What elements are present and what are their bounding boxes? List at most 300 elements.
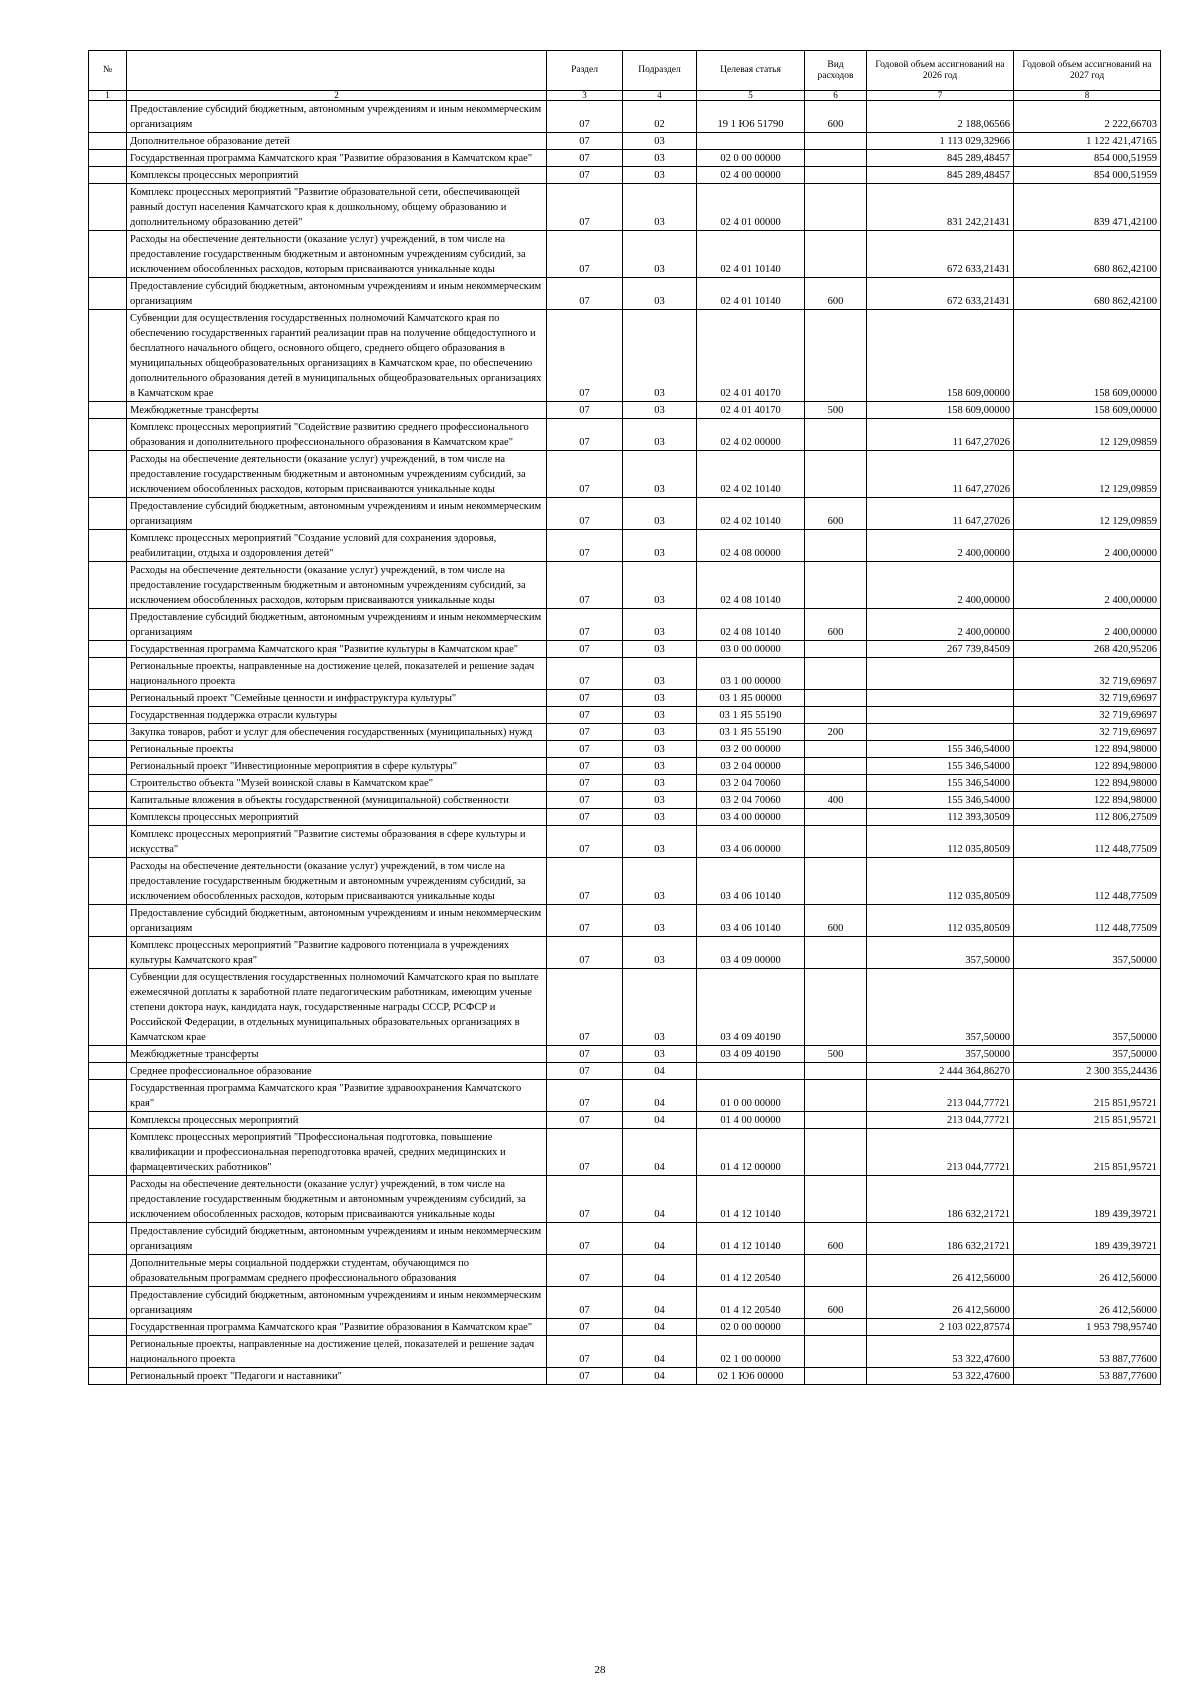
- cell-number: [89, 775, 127, 792]
- cell-number: [89, 792, 127, 809]
- cell-razdel: 07: [547, 1080, 623, 1112]
- table-row: [89, 562, 1161, 609]
- cell-target-article: 03 4 09 00000: [697, 937, 805, 969]
- cell-expense-type: 600: [805, 101, 867, 133]
- cell-target-article: 02 4 08 10140: [697, 609, 805, 641]
- cell-razdel: 07: [547, 133, 623, 150]
- cell-podrazdel: 03: [623, 658, 697, 690]
- cell-name: Строительство объекта "Музей воинской славы в Камчатском крае": [127, 775, 547, 792]
- cell-target-article: 02 4 02 10140: [697, 498, 805, 530]
- cell-amount-2027: 122 894,98000: [1014, 792, 1161, 809]
- cell-podrazdel: 02: [623, 101, 697, 133]
- table-row: [89, 758, 1161, 775]
- cell-razdel: 07: [547, 1255, 623, 1287]
- cell-podrazdel: 03: [623, 231, 697, 278]
- cell-razdel: 07: [547, 1287, 623, 1319]
- cell-name: Региональные проекты, направленные на достижение целей, показателей и решение задач национального проекта: [127, 658, 547, 690]
- cell-expense-type: [805, 530, 867, 562]
- cell-name: Комплексы процессных мероприятий: [127, 809, 547, 826]
- cell-razdel: 07: [547, 184, 623, 231]
- cell-razdel: 07: [547, 792, 623, 809]
- table-row: [89, 278, 1161, 310]
- cell-expense-type: 600: [805, 1287, 867, 1319]
- cell-amount-2026: 53 322,47600: [867, 1336, 1014, 1368]
- table-row: [89, 826, 1161, 858]
- cell-target-article: [697, 133, 805, 150]
- cell-target-article: 01 4 12 20540: [697, 1287, 805, 1319]
- cell-podrazdel: 03: [623, 724, 697, 741]
- cell-name: Комплекс процессных мероприятий "Содействие развитию среднего профессионального образования и дополнительного профессионального образования в Камчатском крае": [127, 419, 547, 451]
- cell-amount-2027: 53 887,77600: [1014, 1368, 1161, 1385]
- cell-podrazdel: 03: [623, 792, 697, 809]
- column-number: 1: [89, 91, 127, 101]
- cell-razdel: 07: [547, 231, 623, 278]
- header-name: [127, 51, 547, 91]
- table-row: [89, 1287, 1161, 1319]
- table-row: [89, 1063, 1161, 1080]
- table-row: [89, 1368, 1161, 1385]
- cell-number: [89, 231, 127, 278]
- cell-amount-2027: 12 129,09859: [1014, 498, 1161, 530]
- cell-target-article: 02 4 08 00000: [697, 530, 805, 562]
- table-row: [89, 167, 1161, 184]
- cell-amount-2027: 189 439,39721: [1014, 1176, 1161, 1223]
- cell-target-article: 03 1 Я5 00000: [697, 690, 805, 707]
- cell-target-article: 03 2 00 00000: [697, 741, 805, 758]
- cell-name: Комплекс процессных мероприятий "Профессиональная подготовка, повышение квалификации и профессиональная переподготовка врачей, средних медицинских и фармацевтических работников": [127, 1129, 547, 1176]
- cell-razdel: 07: [547, 530, 623, 562]
- cell-name: Субвенции для осуществления государственных полномочий Камчатского края по обеспечению государственных гарантий реализации прав на получение общедоступного и бесплатного начального общего, основного общего, среднего общего образования в муниципальных общеобразовательных организациях в Камчатском крае, по обеспечению дополнительного образования детей в муниципальных общеобразовательных организациях в Камчатском крае: [127, 310, 547, 402]
- table-row: [89, 310, 1161, 402]
- cell-amount-2027: 122 894,98000: [1014, 775, 1161, 792]
- cell-name: Региональный проект "Семейные ценности и инфраструктура культуры": [127, 690, 547, 707]
- cell-amount-2026: 213 044,77721: [867, 1080, 1014, 1112]
- cell-number: [89, 1368, 127, 1385]
- column-number: 8: [1014, 91, 1161, 101]
- cell-number: [89, 969, 127, 1046]
- cell-razdel: 07: [547, 498, 623, 530]
- cell-number: [89, 809, 127, 826]
- column-number: 6: [805, 91, 867, 101]
- cell-name: Предоставление субсидий бюджетным, автономным учреждениям и иным некоммерческим организациям: [127, 905, 547, 937]
- cell-amount-2026: [867, 724, 1014, 741]
- cell-podrazdel: 03: [623, 184, 697, 231]
- cell-number: [89, 133, 127, 150]
- cell-name: Расходы на обеспечение деятельности (оказание услуг) учреждений, в том числе на предоставление государственным бюджетным и автономным учреждениям субсидий, за исключением обособленных расходов, которым присваиваются уникальные коды: [127, 858, 547, 905]
- cell-amount-2027: 215 851,95721: [1014, 1080, 1161, 1112]
- cell-expense-type: [805, 1368, 867, 1385]
- cell-target-article: 02 4 01 40170: [697, 402, 805, 419]
- cell-razdel: 07: [547, 707, 623, 724]
- cell-amount-2026: [867, 707, 1014, 724]
- cell-amount-2026: 2 400,00000: [867, 562, 1014, 609]
- cell-target-article: 02 0 00 00000: [697, 150, 805, 167]
- cell-razdel: 07: [547, 1112, 623, 1129]
- cell-podrazdel: 04: [623, 1063, 697, 1080]
- cell-expense-type: 600: [805, 609, 867, 641]
- cell-target-article: 03 0 00 00000: [697, 641, 805, 658]
- cell-expense-type: [805, 690, 867, 707]
- cell-number: [89, 609, 127, 641]
- cell-target-article: 19 1 Ю6 51790: [697, 101, 805, 133]
- cell-razdel: 07: [547, 402, 623, 419]
- column-number: 7: [867, 91, 1014, 101]
- cell-podrazdel: 03: [623, 419, 697, 451]
- cell-target-article: 02 4 08 10140: [697, 562, 805, 609]
- cell-expense-type: [805, 707, 867, 724]
- cell-podrazdel: 04: [623, 1287, 697, 1319]
- cell-amount-2026: 26 412,56000: [867, 1287, 1014, 1319]
- cell-expense-type: [805, 1176, 867, 1223]
- cell-amount-2026: 155 346,54000: [867, 741, 1014, 758]
- cell-amount-2027: 2 400,00000: [1014, 562, 1161, 609]
- cell-expense-type: [805, 184, 867, 231]
- column-numbers-row: [89, 91, 1161, 101]
- cell-amount-2026: 11 647,27026: [867, 419, 1014, 451]
- cell-amount-2026: 158 609,00000: [867, 402, 1014, 419]
- cell-podrazdel: 04: [623, 1368, 697, 1385]
- cell-amount-2026: 2 188,06566: [867, 101, 1014, 133]
- cell-number: [89, 1046, 127, 1063]
- cell-name: Субвенции для осуществления государственных полномочий Камчатского края по выплате ежемесячной доплаты к заработной плате педагогическим работникам, имеющим ученые степени доктора наук, кандидата наук, государственные награды СССР, РСФСР и Российской Федерации, в отдельных муниципальных образовательных организациях в Камчатском крае: [127, 969, 547, 1046]
- cell-podrazdel: 03: [623, 451, 697, 498]
- table-row: [89, 419, 1161, 451]
- cell-number: [89, 278, 127, 310]
- cell-amount-2026: 112 035,80509: [867, 858, 1014, 905]
- cell-target-article: 03 4 00 00000: [697, 809, 805, 826]
- cell-target-article: 01 4 12 10140: [697, 1176, 805, 1223]
- budget-table-sheet: [88, 50, 1160, 1385]
- table-row: [89, 809, 1161, 826]
- cell-target-article: 03 4 06 00000: [697, 826, 805, 858]
- cell-razdel: 07: [547, 858, 623, 905]
- column-number: 2: [127, 91, 547, 101]
- cell-podrazdel: 03: [623, 402, 697, 419]
- table-row: [89, 1129, 1161, 1176]
- cell-razdel: 07: [547, 905, 623, 937]
- table-row: [89, 658, 1161, 690]
- cell-expense-type: 400: [805, 792, 867, 809]
- cell-amount-2026: 831 242,21431: [867, 184, 1014, 231]
- cell-amount-2027: 26 412,56000: [1014, 1287, 1161, 1319]
- cell-name: Расходы на обеспечение деятельности (оказание услуг) учреждений, в том числе на предоставление государственным бюджетным и автономным учреждениям субсидий, за исключением обособленных расходов, которым присваиваются уникальные коды: [127, 451, 547, 498]
- cell-amount-2026: 2 400,00000: [867, 530, 1014, 562]
- cell-expense-type: 600: [805, 1223, 867, 1255]
- cell-amount-2027: 680 862,42100: [1014, 231, 1161, 278]
- cell-expense-type: [805, 150, 867, 167]
- cell-expense-type: 600: [805, 905, 867, 937]
- cell-podrazdel: 04: [623, 1129, 697, 1176]
- cell-expense-type: [805, 641, 867, 658]
- cell-expense-type: [805, 937, 867, 969]
- cell-podrazdel: 03: [623, 278, 697, 310]
- header-razdel: Раздел: [547, 51, 623, 91]
- cell-number: [89, 724, 127, 741]
- cell-amount-2026: 357,50000: [867, 969, 1014, 1046]
- cell-target-article: 02 4 02 10140: [697, 451, 805, 498]
- cell-amount-2027: 854 000,51959: [1014, 150, 1161, 167]
- cell-expense-type: [805, 809, 867, 826]
- cell-amount-2026: 2 103 022,87574: [867, 1319, 1014, 1336]
- table-row: [89, 1046, 1161, 1063]
- cell-amount-2027: 2 222,66703: [1014, 101, 1161, 133]
- cell-name: Предоставление субсидий бюджетным, автономным учреждениям и иным некоммерческим организациям: [127, 609, 547, 641]
- column-number: 3: [547, 91, 623, 101]
- cell-name: Региональные проекты, направленные на достижение целей, показателей и решение задач национального проекта: [127, 1336, 547, 1368]
- cell-number: [89, 167, 127, 184]
- cell-expense-type: [805, 133, 867, 150]
- cell-expense-type: [805, 1129, 867, 1176]
- cell-expense-type: [805, 741, 867, 758]
- cell-expense-type: [805, 419, 867, 451]
- table-row: [89, 184, 1161, 231]
- cell-target-article: 03 1 00 00000: [697, 658, 805, 690]
- cell-name: Комплексы процессных мероприятий: [127, 1112, 547, 1129]
- cell-expense-type: [805, 826, 867, 858]
- cell-amount-2027: 112 448,77509: [1014, 858, 1161, 905]
- header-podrazdel: Подраздел: [623, 51, 697, 91]
- table-row: [89, 150, 1161, 167]
- header-amount-2027: Годовой объем ассигнований на 2027 год: [1014, 51, 1161, 91]
- cell-amount-2026: 213 044,77721: [867, 1112, 1014, 1129]
- cell-target-article: 02 4 01 40170: [697, 310, 805, 402]
- cell-target-article: 03 4 06 10140: [697, 905, 805, 937]
- table-row: [89, 641, 1161, 658]
- cell-expense-type: [805, 1080, 867, 1112]
- cell-expense-type: 500: [805, 402, 867, 419]
- cell-amount-2027: 12 129,09859: [1014, 419, 1161, 451]
- cell-name: Региональный проект "Педагоги и наставники": [127, 1368, 547, 1385]
- table-row: [89, 1080, 1161, 1112]
- cell-name: Расходы на обеспечение деятельности (оказание услуг) учреждений, в том числе на предоставление государственным бюджетным и автономным учреждениям субсидий, за исключением обособленных расходов, которым присваиваются уникальные коды: [127, 231, 547, 278]
- cell-name: Расходы на обеспечение деятельности (оказание услуг) учреждений, в том числе на предоставление государственным бюджетным и автономным учреждениям субсидий, за исключением обособленных расходов, которым присваиваются уникальные коды: [127, 1176, 547, 1223]
- cell-amount-2027: 158 609,00000: [1014, 310, 1161, 402]
- cell-number: [89, 184, 127, 231]
- cell-podrazdel: 04: [623, 1176, 697, 1223]
- cell-amount-2027: 32 719,69697: [1014, 690, 1161, 707]
- cell-target-article: [697, 1063, 805, 1080]
- table-row: [89, 231, 1161, 278]
- cell-razdel: 07: [547, 809, 623, 826]
- cell-razdel: 07: [547, 1368, 623, 1385]
- cell-expense-type: [805, 1336, 867, 1368]
- cell-podrazdel: 03: [623, 562, 697, 609]
- cell-amount-2027: 2 400,00000: [1014, 530, 1161, 562]
- cell-podrazdel: 03: [623, 609, 697, 641]
- cell-expense-type: [805, 658, 867, 690]
- table-body: [89, 101, 1161, 1385]
- cell-number: [89, 1129, 127, 1176]
- table-row: [89, 402, 1161, 419]
- cell-amount-2027: 112 448,77509: [1014, 905, 1161, 937]
- cell-podrazdel: 03: [623, 167, 697, 184]
- cell-number: [89, 1080, 127, 1112]
- cell-amount-2026: 158 609,00000: [867, 310, 1014, 402]
- cell-podrazdel: 03: [623, 809, 697, 826]
- cell-razdel: 07: [547, 562, 623, 609]
- cell-razdel: 07: [547, 758, 623, 775]
- cell-name: Среднее профессиональное образование: [127, 1063, 547, 1080]
- cell-number: [89, 402, 127, 419]
- cell-amount-2026: 1 113 029,32966: [867, 133, 1014, 150]
- table-row: [89, 1255, 1161, 1287]
- cell-podrazdel: 03: [623, 905, 697, 937]
- cell-expense-type: 600: [805, 278, 867, 310]
- table-row: [89, 937, 1161, 969]
- cell-amount-2027: 32 719,69697: [1014, 707, 1161, 724]
- cell-number: [89, 1176, 127, 1223]
- cell-razdel: 07: [547, 1223, 623, 1255]
- cell-target-article: 02 1 00 00000: [697, 1336, 805, 1368]
- cell-number: [89, 1223, 127, 1255]
- table-row: [89, 530, 1161, 562]
- column-number: 4: [623, 91, 697, 101]
- cell-amount-2027: 357,50000: [1014, 969, 1161, 1046]
- cell-number: [89, 419, 127, 451]
- cell-target-article: 03 4 09 40190: [697, 1046, 805, 1063]
- cell-expense-type: [805, 1063, 867, 1080]
- cell-expense-type: 600: [805, 498, 867, 530]
- cell-expense-type: [805, 969, 867, 1046]
- cell-podrazdel: 03: [623, 707, 697, 724]
- table-row: [89, 101, 1161, 133]
- cell-amount-2026: 11 647,27026: [867, 498, 1014, 530]
- cell-razdel: 07: [547, 101, 623, 133]
- cell-number: [89, 1255, 127, 1287]
- cell-razdel: 07: [547, 167, 623, 184]
- cell-amount-2027: 1 122 421,47165: [1014, 133, 1161, 150]
- cell-number: [89, 858, 127, 905]
- cell-number: [89, 562, 127, 609]
- cell-podrazdel: 03: [623, 310, 697, 402]
- cell-number: [89, 1336, 127, 1368]
- cell-amount-2026: 112 393,30509: [867, 809, 1014, 826]
- cell-number: [89, 937, 127, 969]
- cell-razdel: 07: [547, 1063, 623, 1080]
- cell-amount-2027: 158 609,00000: [1014, 402, 1161, 419]
- cell-podrazdel: 03: [623, 858, 697, 905]
- cell-name: Предоставление субсидий бюджетным, автономным учреждениям и иным некоммерческим организациям: [127, 101, 547, 133]
- cell-target-article: 01 4 12 10140: [697, 1223, 805, 1255]
- cell-podrazdel: 03: [623, 150, 697, 167]
- cell-expense-type: [805, 562, 867, 609]
- cell-podrazdel: 03: [623, 133, 697, 150]
- cell-name: Государственная программа Камчатского края "Развитие образования в Камчатском крае": [127, 150, 547, 167]
- cell-razdel: 07: [547, 969, 623, 1046]
- cell-expense-type: [805, 1112, 867, 1129]
- cell-target-article: 03 2 04 70060: [697, 792, 805, 809]
- header-number: №: [89, 51, 127, 91]
- cell-number: [89, 1287, 127, 1319]
- cell-name: Расходы на обеспечение деятельности (оказание услуг) учреждений, в том числе на предоставление государственным бюджетным и автономным учреждениям субсидий, за исключением обособленных расходов, которым присваиваются уникальные коды: [127, 562, 547, 609]
- cell-razdel: 07: [547, 1176, 623, 1223]
- cell-amount-2027: 2 400,00000: [1014, 609, 1161, 641]
- cell-number: [89, 101, 127, 133]
- cell-amount-2027: 839 471,42100: [1014, 184, 1161, 231]
- cell-razdel: 07: [547, 1319, 623, 1336]
- header-target-article: Целевая статья: [697, 51, 805, 91]
- cell-number: [89, 1063, 127, 1080]
- cell-target-article: 02 4 02 00000: [697, 419, 805, 451]
- cell-amount-2026: 357,50000: [867, 937, 1014, 969]
- cell-target-article: 01 4 12 20540: [697, 1255, 805, 1287]
- cell-amount-2026: 155 346,54000: [867, 758, 1014, 775]
- budget-table: [88, 50, 1161, 1385]
- cell-number: [89, 658, 127, 690]
- cell-number: [89, 690, 127, 707]
- table-row: [89, 451, 1161, 498]
- cell-amount-2027: 680 862,42100: [1014, 278, 1161, 310]
- cell-target-article: 03 1 Я5 55190: [697, 707, 805, 724]
- table-row: [89, 1176, 1161, 1223]
- cell-target-article: 03 1 Я5 55190: [697, 724, 805, 741]
- cell-amount-2026: 155 346,54000: [867, 792, 1014, 809]
- cell-number: [89, 905, 127, 937]
- cell-number: [89, 641, 127, 658]
- cell-name: Дополнительное образование детей: [127, 133, 547, 150]
- cell-podrazdel: 03: [623, 498, 697, 530]
- cell-target-article: 02 4 01 10140: [697, 231, 805, 278]
- cell-name: Закупка товаров, работ и услуг для обеспечения государственных (муниципальных) нужд: [127, 724, 547, 741]
- cell-name: Капитальные вложения в объекты государственной (муниципальной) собственности: [127, 792, 547, 809]
- cell-podrazdel: 03: [623, 641, 697, 658]
- cell-razdel: 07: [547, 1046, 623, 1063]
- cell-amount-2026: 672 633,21431: [867, 278, 1014, 310]
- table-row: [89, 775, 1161, 792]
- cell-amount-2027: 122 894,98000: [1014, 758, 1161, 775]
- cell-number: [89, 150, 127, 167]
- cell-razdel: 07: [547, 641, 623, 658]
- cell-razdel: 07: [547, 741, 623, 758]
- cell-podrazdel: 04: [623, 1223, 697, 1255]
- cell-razdel: 07: [547, 690, 623, 707]
- cell-name: Региональный проект "Инвестиционные мероприятия в сфере культуры": [127, 758, 547, 775]
- cell-target-article: 02 4 01 00000: [697, 184, 805, 231]
- cell-razdel: 07: [547, 937, 623, 969]
- cell-number: [89, 741, 127, 758]
- table-row: [89, 969, 1161, 1046]
- cell-target-article: 01 0 00 00000: [697, 1080, 805, 1112]
- table-row: [89, 905, 1161, 937]
- cell-razdel: 07: [547, 724, 623, 741]
- cell-razdel: 07: [547, 150, 623, 167]
- cell-amount-2027: 112 806,27509: [1014, 809, 1161, 826]
- cell-amount-2026: 53 322,47600: [867, 1368, 1014, 1385]
- cell-name: Межбюджетные трансферты: [127, 1046, 547, 1063]
- table-row: [89, 1223, 1161, 1255]
- cell-expense-type: [805, 1255, 867, 1287]
- page-number: 28: [594, 1664, 606, 1676]
- cell-target-article: 03 2 04 70060: [697, 775, 805, 792]
- cell-amount-2026: [867, 690, 1014, 707]
- cell-podrazdel: 03: [623, 530, 697, 562]
- cell-amount-2026: 845 289,48457: [867, 150, 1014, 167]
- cell-amount-2026: 11 647,27026: [867, 451, 1014, 498]
- cell-amount-2027: 215 851,95721: [1014, 1129, 1161, 1176]
- cell-amount-2027: 854 000,51959: [1014, 167, 1161, 184]
- cell-podrazdel: 03: [623, 690, 697, 707]
- cell-name: Дополнительные меры социальной поддержки студентам, обучающимся по образовательным программам среднего профессионального образования: [127, 1255, 547, 1287]
- cell-expense-type: 200: [805, 724, 867, 741]
- cell-expense-type: [805, 758, 867, 775]
- cell-razdel: 07: [547, 658, 623, 690]
- column-number: 5: [697, 91, 805, 101]
- cell-number: [89, 1112, 127, 1129]
- table-row: [89, 1336, 1161, 1368]
- cell-amount-2026: 845 289,48457: [867, 167, 1014, 184]
- cell-podrazdel: 04: [623, 1255, 697, 1287]
- cell-amount-2026: 2 400,00000: [867, 609, 1014, 641]
